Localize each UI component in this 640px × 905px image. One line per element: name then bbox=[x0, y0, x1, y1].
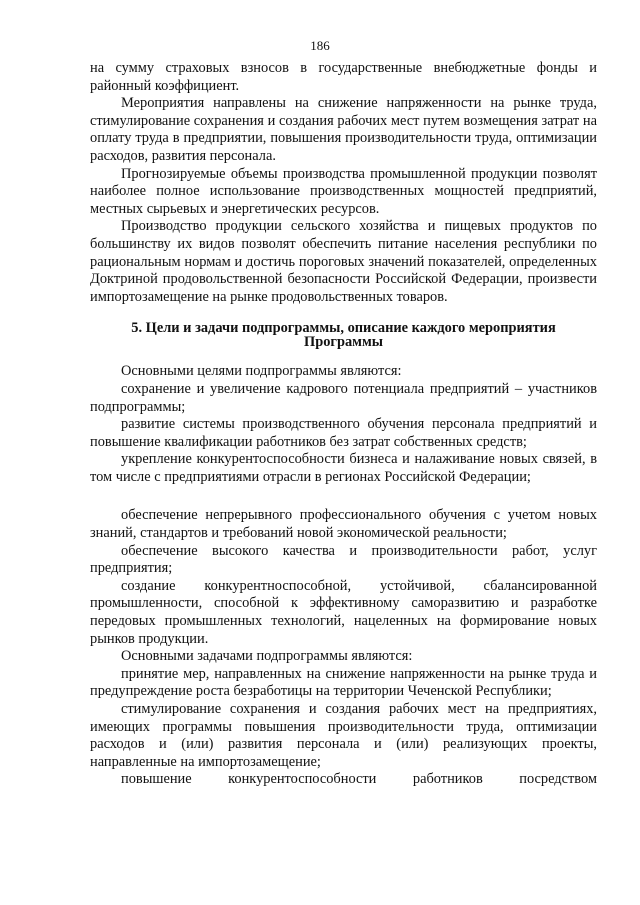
paragraph: сохранение и увеличение кадрового потенциала предприятий – участников подпрограммы; bbox=[90, 380, 597, 415]
blank-space bbox=[90, 486, 597, 507]
paragraph: на сумму страховых взносов в государственные внебюджетные фонды и районный коэффициент. bbox=[90, 60, 597, 94]
paragraph: Основными задачами подпрограммы являются: bbox=[121, 648, 413, 665]
page-number: 186 bbox=[310, 38, 330, 53]
paragraph: повышение конкурентоспособности работников посредством bbox=[121, 771, 597, 788]
paragraph: Прогнозируемые объемы производства промышленной продукции позволят наиболее полное использование производственных мощностей предприятий, местных сырьевых и энергетических ресурсов. bbox=[90, 165, 597, 217]
paragraph: Мероприятия направлены на снижение напряженности на рынке труда, стимулирование сохранения и создания рабочих мест путем возмещения затрат на оплату труда в предприятии, повышения производительности труда, оптимизации расходов, развития персонала. bbox=[90, 95, 597, 164]
section-heading: 5. Цели и задачи подпрограммы, описание каждого мероприятия Программы bbox=[131, 320, 556, 351]
paragraph: создание конкурентноспособной, устойчивой, сбалансированной промышленности, способной к эффективному саморазвитию и разработке передовых промышленных технологий, нацеленных на формирование новых рынков продукции. bbox=[90, 577, 597, 647]
paragraph: Основными целями подпрограммы являются: bbox=[121, 363, 402, 380]
document-body bbox=[90, 60, 597, 789]
paragraph: обеспечение непрерывного профессионального обучения с учетом новых знаний, стандартов и требований новой экономической реальности; bbox=[90, 507, 597, 542]
paragraph: стимулирование сохранения и создания рабочих мест на предприятиях, имеющих программы повышения производительности труда, оптимизации расходов и (или) развития персонала и (или) реализующих проекты, направленные на импортозамещение; bbox=[90, 701, 597, 770]
paragraph: укрепление конкурентоспособности бизнеса и налаживание новых связей, в том числе с предприятиями отрасли в регионах Российской Федерации; bbox=[90, 451, 597, 485]
paragraph: развитие системы производственного обучения персонала предприятий и повышение квалификации работников без затрат собственных средств; bbox=[90, 416, 597, 450]
paragraph: принятие мер, направленных на снижение напряженности на рынке труда и предупреждение роста безработицы на территории Чеченской Республики; bbox=[90, 665, 597, 700]
paragraph: Производство продукции сельского хозяйства и пищевых продуктов по большинству их видов позволят обеспечить питание населения республики по рациональным нормам и достичь пороговых значений показателей, определенных Доктриной продовольственной безопасности Российской Федерации, произвести импортозамещение на рынке продовольственных товаров. bbox=[90, 218, 597, 305]
paragraph: обеспечение высокого качества и производительности работ, услуг предприятия; bbox=[90, 542, 597, 577]
